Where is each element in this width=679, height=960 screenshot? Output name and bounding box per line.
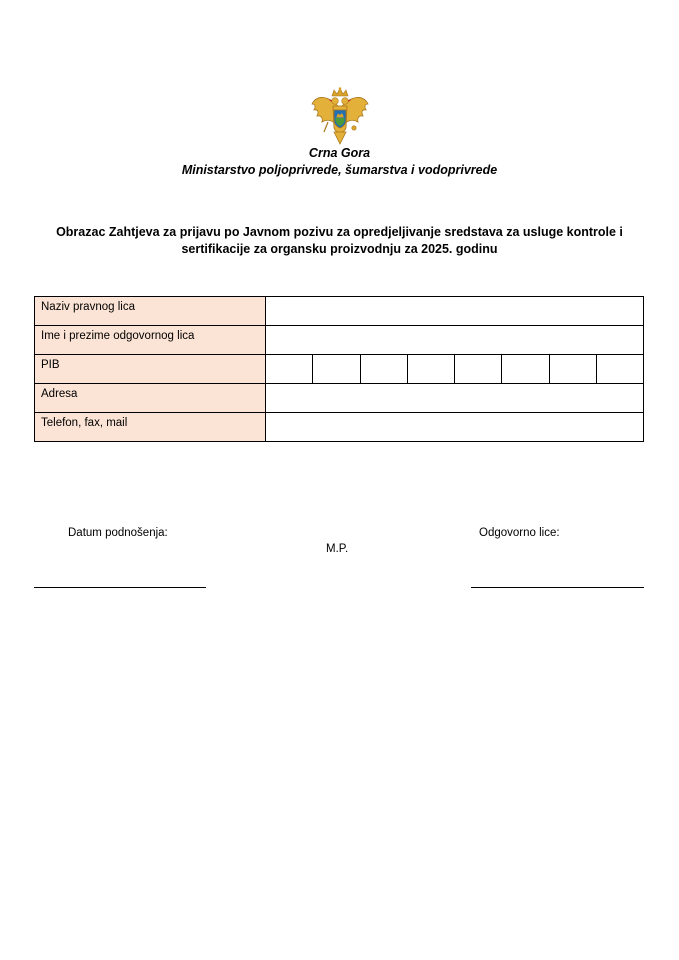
label-pib: PIB	[35, 355, 266, 384]
pib-digit-cell[interactable]	[312, 355, 359, 383]
table-row	[35, 384, 644, 413]
table-row	[35, 297, 644, 326]
application-form-table	[34, 296, 644, 442]
table-row	[35, 326, 644, 355]
pib-digit-cell[interactable]	[501, 355, 548, 383]
label-address: Adresa	[35, 384, 266, 413]
label-contact: Telefon, fax, mail	[35, 413, 266, 442]
montenegro-coat-of-arms-icon	[309, 86, 371, 148]
date-label: Datum podnošenja:	[68, 527, 168, 539]
pib-digit-cell[interactable]	[454, 355, 501, 383]
pib-digit-cell[interactable]	[407, 355, 454, 383]
pib-digit-cell[interactable]	[360, 355, 407, 383]
pib-digit-cell[interactable]	[596, 355, 643, 383]
stamp-label: M.P.	[326, 543, 349, 555]
pib-digit-cell[interactable]	[549, 355, 596, 383]
responsible-signature-line	[471, 587, 644, 588]
address-field[interactable]	[266, 384, 644, 413]
pib-digit-cells	[266, 355, 643, 383]
table-row	[35, 413, 644, 442]
pib-digit-cell[interactable]	[266, 355, 312, 383]
legal-entity-name-field[interactable]	[266, 297, 644, 326]
pib-field[interactable]	[266, 355, 644, 384]
responsible-person-label: Odgovorno lice:	[479, 527, 560, 539]
date-signature-line	[34, 587, 206, 588]
form-title: Obrazac Zahtjeva za prijavu po Javnom pozivu za opredjeljivanje sredstava za usluge kontrole i sertifikacije za organsku proizvodnju za 2025. godinu	[56, 225, 623, 256]
table-row	[35, 355, 644, 384]
contact-field[interactable]	[266, 413, 644, 442]
country-name: Crna Gora	[308, 146, 371, 160]
label-responsible-person: Ime i prezime odgovornog lica	[35, 326, 266, 355]
label-legal-entity-name: Naziv pravnog lica	[35, 297, 266, 326]
ministry-name: Ministarstvo poljoprivrede, šumarstva i vodoprivrede	[181, 163, 498, 177]
responsible-person-field[interactable]	[266, 326, 644, 355]
